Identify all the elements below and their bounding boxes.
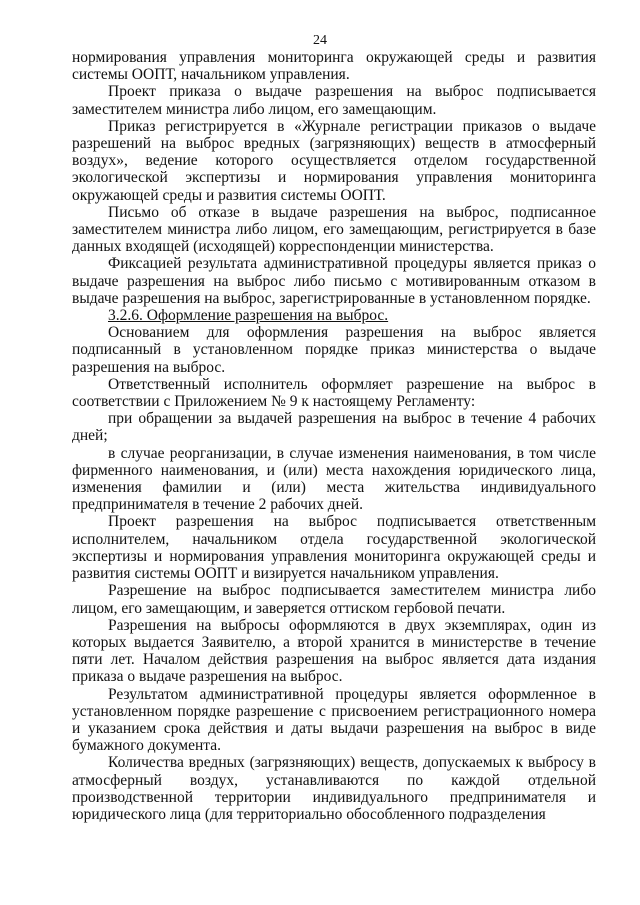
paragraph-procedure-result: Результатом административной процедуры является оформленное в установленном порядке разрешение с присвоением регистрационного номера и указанием срока действия и даты выдачи разрешения на выброс в виде бумажного документа.	[72, 685, 596, 755]
paragraph-emission-quantities: Количества вредных (загрязняющих) веществ, допускаемых к выбросу в атмосферный воздух, устанавливаются по каждой отдельной производственной территории индивидуального предпринимателя и юридического лица (для территориально обособленного подразделения	[72, 754, 596, 823]
paragraph-term-4-days: при обращении за выдачей разрешения на выброс в течение 4 рабочих дней;	[72, 410, 596, 445]
page-number: 24	[313, 33, 327, 48]
paragraph-continuation: нормирования управления мониторинга окружающей среды и развития системы ООПТ, начальником управления.	[72, 49, 596, 84]
paragraph-term-2-days: в случае реорганизации, в случае изменения наименования, в том числе фирменного наименования, и (или) места нахождения юридического лица, изменения фамилии и (или) места жительства индивидуального предпринимателя в течение 2 рабочих дней.	[72, 444, 596, 514]
paragraph-project-signing: Проект приказа о выдаче разрешения на выброс подписывается заместителем министра либо лицом, его замещающим.	[72, 83, 596, 118]
paragraph-executor: Ответственный исполнитель оформляет разрешение на выброс в соответствии с Приложением № 9 к настоящему Регламенту:	[72, 375, 596, 411]
paragraph-permit-signing: Разрешение на выброс подписывается заместителем министра либо лицом, его замещающим, и заверяется оттиском гербовой печати.	[72, 582, 596, 617]
paragraph-draft-signing: Проект разрешения на выброс подписывается ответственным исполнителем, начальником отдела государственной экологической экспертизы и нормирования управления мониторинга окружающей среды и развития системы ООПТ и визируется начальником управления.	[72, 513, 596, 583]
paragraph-basis: Основанием для оформления разрешения на выброс является подписанный в установленном порядке приказ министерства о выдаче разрешения на выброс.	[72, 324, 596, 376]
paragraph-refusal-letter: Письмо об отказе в выдаче разрешения на выброс, подписанное заместителем министра либо лицом, его замещающим, регистрируется в базе данных входящей (исходящей) корреспонденции министерства.	[72, 203, 596, 256]
section-heading-3-2-6: 3.2.6. Оформление разрешения на выброс.	[108, 307, 389, 325]
document-body	[72, 49, 596, 823]
paragraph-order-registration: Приказ регистрируется в «Журнале регистрации приказов о выдаче разрешений на выброс вредных (загрязняющих) веществ в атмосферный воздух», ведение которого осуществляется отделом государственной экологической экспертизы и нормирования управления мониторинга окружающей среды и развития системы ООПТ.	[72, 117, 596, 204]
paragraph-two-copies: Разрешения на выбросы оформляются в двух экземплярах, один из которых выдается Заявителю, а второй хранится в министерстве в течение пяти лет. Началом действия разрешения на выброс является дата издания приказа о выдаче разрешения на выброс.	[72, 616, 596, 686]
paragraph-result-fixation: Фиксацией результата административной процедуры является приказ о выдаче разрешения на выброс либо письмо с мотивированным отказом в выдаче разрешения на выброс, зарегистрированные в установленном порядке.	[72, 255, 596, 307]
